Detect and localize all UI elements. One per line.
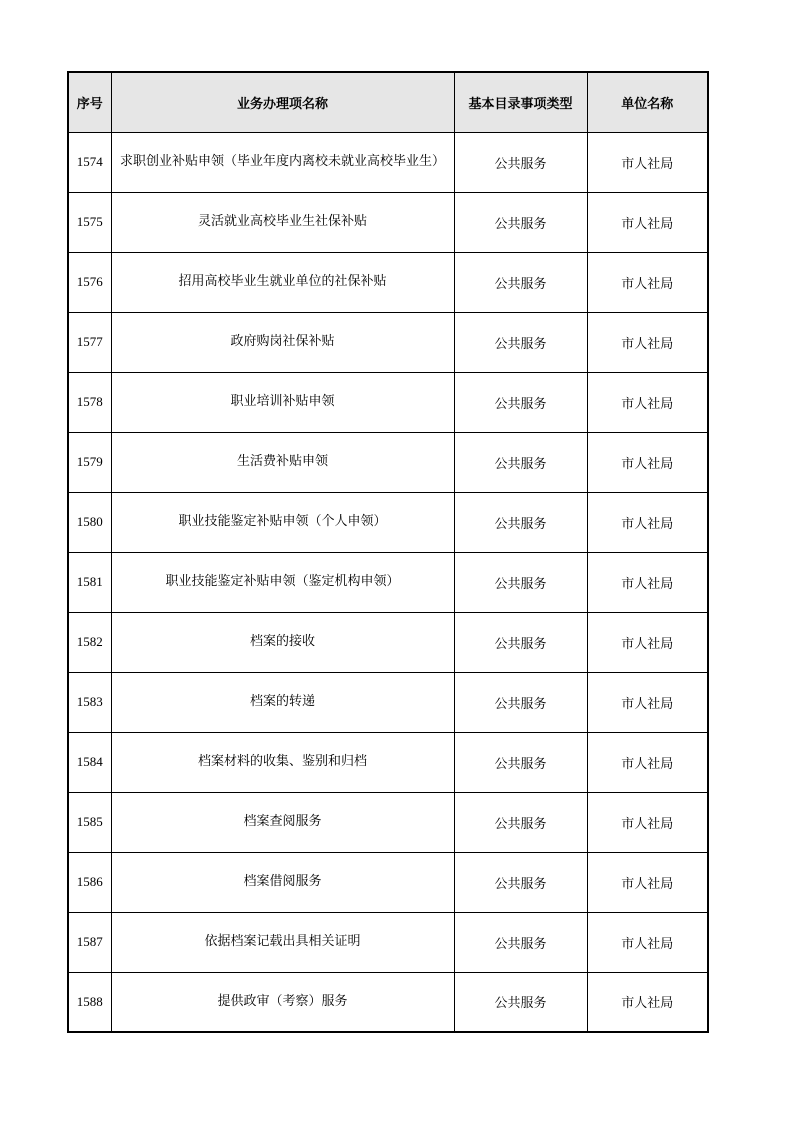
table-row (68, 372, 708, 432)
row-item-name: 档案材料的收集、鉴别和归档 (111, 732, 454, 792)
row-serial-number: 1582 (68, 612, 111, 672)
row-serial-number: 1576 (68, 252, 111, 312)
row-unit-name: 市人社局 (587, 252, 708, 312)
row-serial-number: 1580 (68, 492, 111, 552)
row-item-name: 依据档案记载出具相关证明 (111, 912, 454, 972)
row-item-name: 政府购岗社保补贴 (111, 312, 454, 372)
row-serial-number: 1587 (68, 912, 111, 972)
table-row (68, 252, 708, 312)
row-item-type: 公共服务 (454, 552, 587, 612)
row-unit-name: 市人社局 (587, 672, 708, 732)
row-unit-name: 市人社局 (587, 852, 708, 912)
row-unit-name: 市人社局 (587, 192, 708, 252)
table-row (68, 972, 708, 1032)
row-unit-name: 市人社局 (587, 972, 708, 1032)
row-unit-name: 市人社局 (587, 792, 708, 852)
row-serial-number: 1574 (68, 132, 111, 192)
row-unit-name: 市人社局 (587, 372, 708, 432)
row-serial-number: 1578 (68, 372, 111, 432)
row-unit-name: 市人社局 (587, 552, 708, 612)
row-item-name: 提供政审（考察）服务 (111, 972, 454, 1032)
row-unit-name: 市人社局 (587, 912, 708, 972)
row-item-name: 档案的转递 (111, 672, 454, 732)
row-serial-number: 1588 (68, 972, 111, 1032)
row-item-name: 招用高校毕业生就业单位的社保补贴 (111, 252, 454, 312)
table-row (68, 792, 708, 852)
row-serial-number: 1585 (68, 792, 111, 852)
table-row (68, 432, 708, 492)
row-item-name: 档案查阅服务 (111, 792, 454, 852)
table-body (68, 132, 708, 1032)
table-row (68, 132, 708, 192)
row-item-type: 公共服务 (454, 492, 587, 552)
row-item-type: 公共服务 (454, 432, 587, 492)
table-header (68, 72, 708, 132)
header-row (68, 72, 708, 132)
row-item-name: 灵活就业高校毕业生社保补贴 (111, 192, 454, 252)
row-unit-name: 市人社局 (587, 612, 708, 672)
row-serial-number: 1575 (68, 192, 111, 252)
row-item-name: 档案的接收 (111, 612, 454, 672)
row-item-name: 职业培训补贴申领 (111, 372, 454, 432)
header-item-type: 基本目录事项类型 (454, 72, 587, 132)
row-item-type: 公共服务 (454, 912, 587, 972)
table-row (68, 552, 708, 612)
table-row (68, 492, 708, 552)
header-unit-name: 单位名称 (587, 72, 708, 132)
row-item-name: 求职创业补贴申领（毕业年度内离校未就业高校毕业生） (111, 132, 454, 192)
row-item-type: 公共服务 (454, 972, 587, 1032)
header-serial-number: 序号 (68, 72, 111, 132)
table-row (68, 192, 708, 252)
row-item-type: 公共服务 (454, 732, 587, 792)
row-serial-number: 1579 (68, 432, 111, 492)
row-item-name: 职业技能鉴定补贴申领（鉴定机构申领） (111, 552, 454, 612)
row-item-type: 公共服务 (454, 192, 587, 252)
table-row (68, 672, 708, 732)
row-unit-name: 市人社局 (587, 432, 708, 492)
table-row (68, 312, 708, 372)
row-serial-number: 1586 (68, 852, 111, 912)
row-serial-number: 1583 (68, 672, 111, 732)
services-table (67, 71, 709, 1033)
table-row (68, 732, 708, 792)
row-item-name: 生活费补贴申领 (111, 432, 454, 492)
row-item-type: 公共服务 (454, 312, 587, 372)
row-unit-name: 市人社局 (587, 312, 708, 372)
row-serial-number: 1584 (68, 732, 111, 792)
row-serial-number: 1577 (68, 312, 111, 372)
row-unit-name: 市人社局 (587, 492, 708, 552)
row-item-name: 职业技能鉴定补贴申领（个人申领） (111, 492, 454, 552)
row-item-type: 公共服务 (454, 672, 587, 732)
row-serial-number: 1581 (68, 552, 111, 612)
header-item-name: 业务办理项名称 (111, 72, 454, 132)
row-unit-name: 市人社局 (587, 132, 708, 192)
row-item-type: 公共服务 (454, 852, 587, 912)
row-item-type: 公共服务 (454, 612, 587, 672)
row-item-name: 档案借阅服务 (111, 852, 454, 912)
row-item-type: 公共服务 (454, 372, 587, 432)
row-item-type: 公共服务 (454, 132, 587, 192)
row-item-type: 公共服务 (454, 252, 587, 312)
row-item-type: 公共服务 (454, 792, 587, 852)
table-row (68, 912, 708, 972)
table-row (68, 612, 708, 672)
table-row (68, 852, 708, 912)
row-unit-name: 市人社局 (587, 732, 708, 792)
